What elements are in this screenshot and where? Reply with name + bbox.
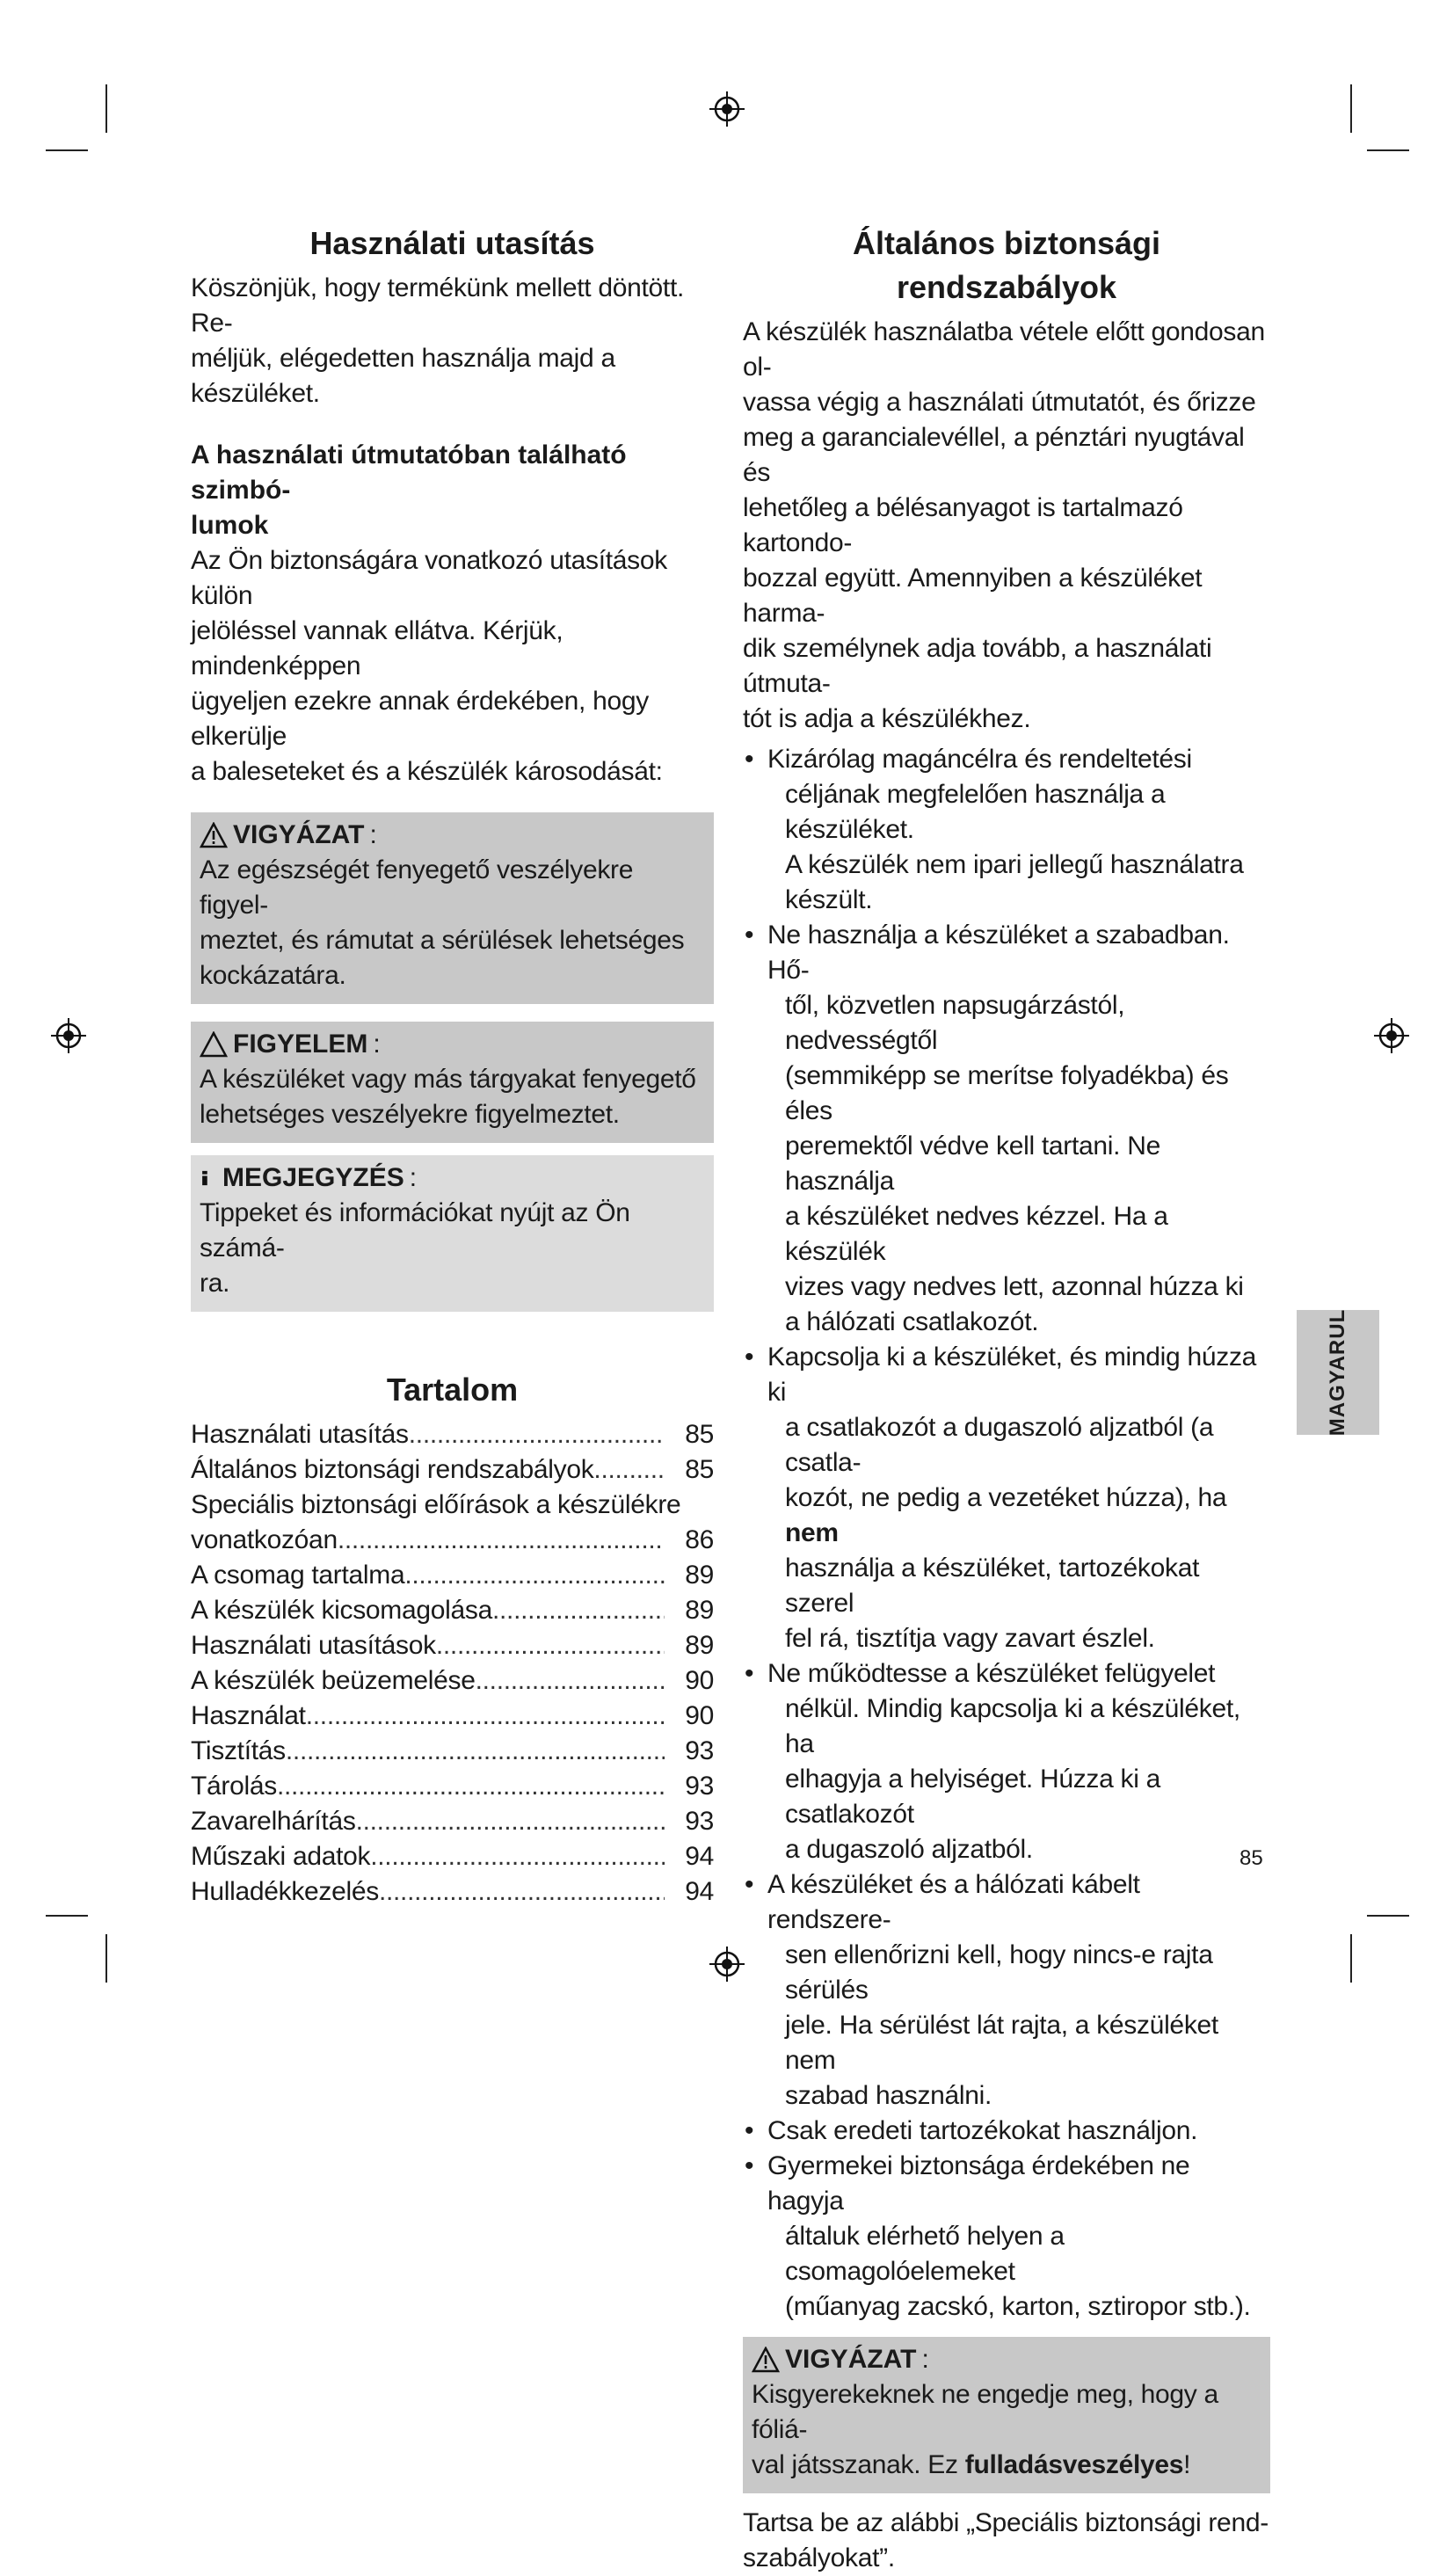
- toc-entry-page: 90: [685, 1666, 714, 1695]
- warning-label: VIGYÁZAT: [785, 2345, 917, 2374]
- section-title-safety: Általános biztonsági rendszabályok: [852, 225, 1161, 305]
- symbols-text-line: ügyeljen ezekre annak érdekében, hogy elkerülje: [191, 687, 649, 751]
- crop-mark: [1367, 149, 1409, 151]
- safety-intro-line: dik személynek adja tovább, a használati útmuta-: [743, 634, 1212, 698]
- warning-text: kockázatára.: [200, 961, 346, 990]
- toc-entry-title: Használat: [191, 1701, 306, 1730]
- crop-mark: [105, 1934, 107, 1983]
- toc-leader-dots: [379, 1874, 665, 1910]
- caution-text: lehetséges veszélyekre figyelmeztet.: [200, 1100, 620, 1129]
- safety-bullet-list: [743, 742, 1270, 2325]
- list-item: • A készüléket és a hálózati kábelt rendszere- sen ellenőrizni kell, hogy nincs-e rajta sérülés jele. Ha sérülést lát rajta, a készüléket nem szabad használni.: [743, 1867, 1270, 2114]
- crop-mark: [1350, 84, 1352, 133]
- crop-mark: [105, 84, 107, 133]
- toc-row: [191, 1839, 714, 1874]
- warning-triangle-icon: [752, 2347, 780, 2373]
- warning-box-children: VIGYÁZAT : Kisgyerekeknek ne engedje meg, hogy a fóliá- val játsszanak. Ez fulladásveszélyes!: [743, 2337, 1270, 2493]
- safety-intro-line: meg a garancialevéllel, a pénztári nyugtával és: [743, 423, 1245, 487]
- crop-mark: [1367, 1915, 1409, 1917]
- right-column: [743, 222, 1270, 2576]
- toc-leader-dots: [436, 1628, 665, 1663]
- toc-entry-page: 90: [685, 1701, 714, 1730]
- list-item: • Ne használja a készüléket a szabadban. Hő- től, közvetlen napsugárzástól, nedvességtől (semmiképp se merítse folyadékba) és éles peremektől védve kell tartani. Ne használja a készüléket nedves kézzel. Ha a készülék vizes vagy nedves lett, azonnal húzza ki a hálózati csatlakozót.: [743, 918, 1270, 1340]
- toc-entry-page: 93: [685, 1736, 714, 1765]
- toc-entry-title: A készülék kicsomagolása: [191, 1596, 492, 1625]
- toc-entry-title: Műszaki adatok: [191, 1842, 371, 1871]
- toc-leader-dots: [409, 1417, 665, 1452]
- note-label: MEGJEGYZÉS: [222, 1163, 404, 1192]
- toc-row: [191, 1734, 714, 1769]
- list-item: • Gyermekei biztonsága érdekében ne hagyja általuk elérhető helyen a csomagolóelemeket (műanyag zacskó, karton, sztiropor stb.).: [743, 2149, 1270, 2325]
- toc-entry-title: Tárolás: [191, 1772, 277, 1801]
- toc-row: [191, 1769, 714, 1804]
- safety-intro-line: vassa végig a használati útmutatót, és őrizze: [743, 388, 1256, 417]
- list-item: • Csak eredeti tartozékokat használjon.: [743, 2114, 1270, 2149]
- crop-mark: [46, 149, 88, 151]
- toc-title: Tartalom: [386, 1372, 519, 1408]
- outro-line: Tartsa be az alábbi „Speciális biztonsági rend-: [743, 2508, 1269, 2537]
- caution-text: A készüléket vagy más tárgyakat fenyegető: [200, 1065, 696, 1094]
- toc-entry-page: 85: [685, 1420, 714, 1449]
- left-column: [191, 222, 714, 1910]
- intro-line: méljük, elégedetten használja majd a készüléket.: [191, 344, 615, 408]
- list-item: • Kizárólag magáncélra és rendeltetési céljának megfelelően használja a készüléket. A készülék nem ipari jellegű használatra készült.: [743, 742, 1270, 918]
- registration-mark-icon: [708, 90, 746, 128]
- safety-intro-line: lehetőleg a bélésanyagot is tartalmazó kartondo-: [743, 493, 1183, 557]
- note-text: ra.: [200, 1269, 230, 1298]
- toc-leader-dots: [593, 1452, 665, 1488]
- warning-text: Kisgyerekeknek ne engedje meg, hogy a fóliá-: [752, 2380, 1218, 2444]
- registration-mark-icon: [1372, 1016, 1411, 1055]
- toc-row: [191, 1663, 714, 1699]
- toc-leader-dots: [356, 1804, 665, 1839]
- note-text: Tippeket és információkat nyújt az Ön számá-: [200, 1198, 630, 1263]
- info-icon: [200, 1165, 217, 1191]
- symbols-text-line: a baleseteket és a készülék károsodását:: [191, 757, 663, 786]
- table-of-contents: [191, 1417, 714, 1910]
- toc-entry-title: Hulladékkezelés: [191, 1877, 379, 1906]
- caution-label: FIGYELEM: [233, 1030, 368, 1059]
- toc-entry-title: A csomag tartalma: [191, 1561, 405, 1590]
- toc-entry-page: 89: [685, 1561, 714, 1590]
- toc-row: [191, 1417, 714, 1452]
- safety-intro-line: A készülék használatba vétele előtt gondosan ol-: [743, 317, 1265, 382]
- toc-row: [191, 1628, 714, 1663]
- toc-entry-title: Tisztítás: [191, 1736, 286, 1765]
- toc-leader-dots: [404, 1558, 665, 1593]
- toc-leader-dots: [370, 1839, 665, 1874]
- caution-box: FIGYELEM : A készüléket vagy más tárgyakat fenyegető lehetséges veszélyekre figyelmeztet.: [191, 1022, 714, 1143]
- toc-leader-dots: [338, 1523, 665, 1558]
- toc-entry-page: 85: [685, 1455, 714, 1484]
- toc-row: [191, 1488, 714, 1523]
- warning-triangle-icon: [200, 822, 228, 848]
- symbols-heading: A használati útmutatóban található szimbó- lumok: [191, 440, 627, 540]
- warning-text: Az egészségét fenyegető veszélyekre figyel-: [200, 855, 634, 920]
- crop-mark: [46, 1915, 88, 1917]
- note-box: MEGJEGYZÉS : Tippeket és információkat nyújt az Ön számá- ra.: [191, 1155, 714, 1312]
- toc-row: [191, 1699, 714, 1734]
- toc-entry-page: 94: [685, 1877, 714, 1906]
- registration-mark-icon: [49, 1016, 88, 1055]
- toc-entry-title: A készülék beüzemelése: [191, 1666, 476, 1695]
- list-item: • Kapcsolja ki a készüléket, és mindig húzza ki a csatlakozót a dugaszoló aljzatból (a csatla- kozót, ne pedig a vezetéket húzza), ha nem használja a készüléket, tartozékokat szerel fel rá, tisztítja vagy zavart észlel.: [743, 1340, 1270, 1656]
- toc-row: [191, 1874, 714, 1910]
- toc-entry-title: Használati utasítások: [191, 1631, 436, 1660]
- symbols-text-line: Az Ön biztonságára vonatkozó utasítások külön: [191, 546, 667, 610]
- toc-entry-title: Speciális biztonsági előírások a készülékre: [191, 1490, 681, 1519]
- symbols-text-line: jelöléssel vannak ellátva. Kérjük, mindenképpen: [191, 616, 563, 680]
- toc-leader-dots: [277, 1769, 665, 1804]
- toc-leader-dots: [286, 1734, 665, 1769]
- toc-entry-page: 93: [685, 1772, 714, 1801]
- safety-intro-line: tót is adja a készülékhez.: [743, 704, 1031, 733]
- toc-leader-dots: [476, 1663, 665, 1699]
- outro-line: szabályokat”.: [743, 2543, 895, 2572]
- warning-box: VIGYÁZAT : Az egészségét fenyegető veszélyekre figyel- meztet, és rámutat a sérülések lehetséges kockázatára.: [191, 812, 714, 1004]
- toc-row: [191, 1452, 714, 1488]
- warning-text: meztet, és rámutat a sérülések lehetséges: [200, 926, 685, 955]
- safety-intro-line: bozzal együtt. Amennyiben a készüléket harma-: [743, 564, 1203, 628]
- list-item: • Ne működtesse a készüléket felügyelet nélkül. Mindig kapcsolja ki a készüléket, ha elhagyja a helyiséget. Húzza ki a csatlakozót a dugaszoló aljzatból.: [743, 1656, 1270, 1867]
- toc-entry-page: 94: [685, 1842, 714, 1871]
- page-number: 85: [1240, 1846, 1263, 1870]
- toc-row: [191, 1523, 714, 1558]
- warning-text: val játsszanak. Ez fulladásveszélyes!: [752, 2450, 1191, 2479]
- toc-entry-title: vonatkozóan: [191, 1525, 338, 1554]
- caution-triangle-icon: [200, 1031, 228, 1058]
- toc-entry-page: 86: [685, 1525, 714, 1554]
- toc-entry-title: Zavarelhárítás: [191, 1807, 356, 1836]
- toc-entry-page: 93: [685, 1807, 714, 1836]
- toc-entry-title: Általános biztonsági rendszabályok: [191, 1455, 594, 1484]
- toc-leader-dots: [306, 1699, 665, 1734]
- toc-row: [191, 1804, 714, 1839]
- intro-line: Köszönjük, hogy termékünk mellett döntött. Re-: [191, 273, 685, 338]
- warning-label: VIGYÁZAT: [233, 820, 365, 849]
- toc-row: [191, 1558, 714, 1593]
- toc-entry-page: 89: [685, 1631, 714, 1660]
- toc-entry-title: Használati utasítás: [191, 1420, 409, 1449]
- section-title-instructions: Használati utasítás: [309, 225, 595, 261]
- registration-mark-icon: [708, 1945, 746, 1983]
- crop-mark: [1350, 1934, 1352, 1983]
- toc-row: [191, 1593, 714, 1628]
- toc-leader-dots: [492, 1593, 665, 1628]
- toc-entry-page: 89: [685, 1596, 714, 1625]
- language-tab: MAGYARUL: [1297, 1310, 1379, 1435]
